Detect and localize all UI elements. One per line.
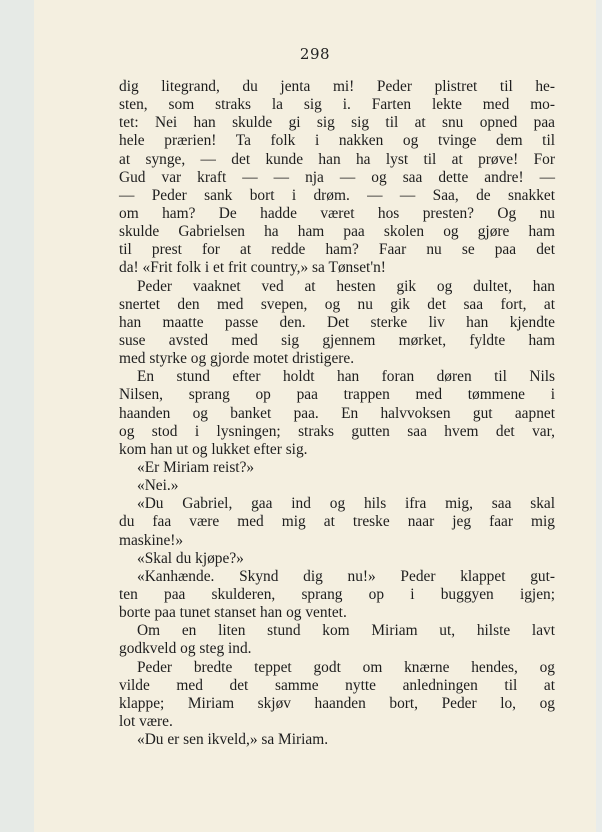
text-line: hele prærien! Ta folk i nakken og tvinge dem til [119,132,555,150]
text-line: snertet den med svepen, og nu gik det saa fort, at [119,295,555,313]
text-line: Gud var kraft — — nja — og saa dette andre! — [119,168,555,186]
text-line: borte paa tunet stanset han og ventet. [119,604,347,622]
body-text [119,78,555,749]
text-line: «Kanhænde. Skynd dig nu!» Peder klappet gut- [137,567,555,585]
text-line: «Skal du kjøpe?» [137,549,244,567]
text-line: Peder bredte teppet godt om knærne hendes, og [137,658,555,676]
text-line: klappe; Miriam skjøv haanden bort, Peder lo, og [119,694,555,712]
text-line: du faa være med mig at treske naar jeg faar mig [119,513,555,531]
text-line: Om en liten stund kom Miriam ut, hilste lavt [137,622,555,640]
text-line: lot være. [119,712,173,730]
text-line: «Nei.» [137,477,179,495]
text-line: En stund efter holdt han foran døren til Nils [137,368,555,386]
text-line: skulde Gabrielsen ha ham paa skolen og gjøre ham [119,223,555,241]
text-line: suse avsted med sig gjennem mørket, fyldte ham [119,331,555,349]
text-line: om ham? De hadde været hos presten? Og nu [119,204,555,222]
text-line: til prest for at redde ham? Faar nu se paa det [119,241,555,259]
text-line: tet: Nei han skulde gi sig sig til at snu opned paa [119,114,555,132]
text-line: «Du Gabriel, gaa ind og hils ifra mig, saa skal [137,495,555,513]
text-line: sten, som straks la sig i. Farten lekte med mo- [119,96,555,114]
text-line: maskine!» [119,531,184,549]
text-line: vilde med det samme nytte anledningen til at [119,676,555,694]
text-line: han maatte passe den. Det sterke liv han kjendte [119,313,555,331]
text-line: ten paa skulderen, sprang op i buggyen igjen; [119,585,555,603]
text-line: Nilsen, sprang op paa trappen med tømmene i [119,386,555,404]
text-line: haanden og banket paa. En halvvoksen gut aapnet [119,404,555,422]
text-line: «Du er sen ikveld,» sa Miriam. [137,731,329,749]
text-line: kom han ut og lukket efter sig. [119,440,308,458]
page-margin-edge [0,0,34,832]
book-page [34,0,596,832]
text-line: at synge, — det kunde han ha lyst til at prøve! For [119,150,555,168]
text-line: godkveld og steg ind. [119,640,252,658]
text-line: da! «Frit folk i et frit country,» sa Tønset'n! [119,259,386,277]
text-line: med styrke og gjorde motet dristigere. [119,350,355,368]
text-line: Peder vaaknet ved at hesten gik og dultet, han [137,277,555,295]
text-line: «Er Miriam reist?» [137,458,255,476]
page-number: 298 [299,45,331,63]
text-line: og stod i lysningen; straks gutten saa hvem det var, [119,422,555,440]
text-line: — Peder sank bort i drøm. — — Saa, de snakket [119,186,555,204]
text-line: dig litegrand, du jenta mi! Peder plistret til he- [119,78,555,95]
